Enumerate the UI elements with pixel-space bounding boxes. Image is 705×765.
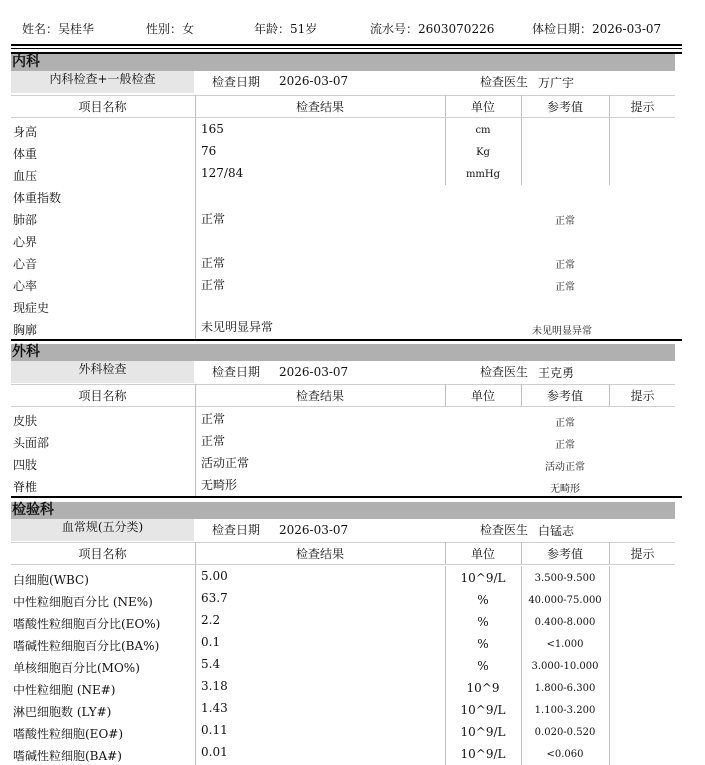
waike-col-result: 检查结果 bbox=[295, 389, 344, 403]
table-row-item: 肺部 bbox=[13, 213, 38, 227]
waike-doctor-label: 检查医生 bbox=[480, 365, 529, 379]
table-row-unit: Kg bbox=[476, 147, 490, 158]
table-row-ref: 40.000-75.000 bbox=[528, 595, 602, 606]
table-row-result: 0.01 bbox=[201, 745, 228, 759]
waike-col-hint: 提示 bbox=[630, 389, 655, 403]
table-row-item: 头面部 bbox=[13, 436, 50, 450]
table-row-item: 嗜酸性粒细胞(EO#) bbox=[13, 727, 124, 741]
table-row-item: 四肢 bbox=[13, 458, 38, 472]
table-row-item: 皮肤 bbox=[13, 414, 38, 428]
jianyan-doctor: 白锰志 bbox=[538, 524, 575, 538]
table-row-ref: 正常 bbox=[555, 418, 575, 429]
table-row-result: 5.4 bbox=[201, 657, 221, 671]
waike-doctor: 王克勇 bbox=[538, 366, 575, 380]
table-row-item: 嗜酸性粒细胞百分比(EO%) bbox=[13, 617, 161, 631]
waike-date-label: 检查日期 bbox=[212, 365, 261, 379]
table-row-result: 活动正常 bbox=[201, 456, 250, 470]
section-jianyan-title: 检验科 bbox=[11, 502, 675, 519]
table-row-ref: 无畸形 bbox=[550, 484, 580, 495]
table-row-unit: 10^9/L bbox=[460, 703, 506, 717]
patient-age: 年龄：51岁 bbox=[254, 22, 318, 36]
table-row-ref: 0.020-0.520 bbox=[534, 727, 596, 738]
header-divider-thin bbox=[11, 48, 682, 49]
neike-col-unit: 单位 bbox=[470, 100, 495, 114]
table-row-result: 3.18 bbox=[201, 679, 228, 693]
table-row-ref: 正常 bbox=[555, 440, 575, 451]
table-row-ref: <0.060 bbox=[546, 749, 584, 760]
table-row-item: 脊椎 bbox=[13, 480, 38, 494]
neike-date-label: 检查日期 bbox=[212, 75, 261, 89]
table-row-item: 心界 bbox=[13, 235, 38, 249]
table-row-unit: cm bbox=[475, 125, 491, 136]
table-row-ref: 正常 bbox=[555, 260, 575, 271]
table-row-item: 体重指数 bbox=[13, 191, 62, 205]
table-row-item: 嗜碱性粒细胞百分比(BA%) bbox=[13, 639, 160, 653]
table-row-unit: 10^9 bbox=[466, 681, 500, 695]
section-neike-title: 内科 bbox=[11, 54, 675, 71]
table-row-result: 2.2 bbox=[201, 613, 221, 627]
table-row-unit: 10^9/L bbox=[460, 747, 506, 761]
waike-col-item: 项目名称 bbox=[78, 389, 127, 403]
table-row-ref: 正常 bbox=[555, 216, 575, 227]
table-row-result: 0.11 bbox=[201, 723, 228, 737]
table-row-ref: 正常 bbox=[555, 282, 575, 293]
table-row-result: 5.00 bbox=[201, 569, 228, 583]
table-row-item: 嗜碱性粒细胞(BA#) bbox=[13, 749, 122, 763]
jianyan-subtitle: 血常规(五分类) bbox=[11, 519, 194, 541]
table-row-item: 胸廓 bbox=[13, 323, 38, 337]
patient-name: 姓名：吴桂华 bbox=[22, 22, 95, 36]
table-row-ref: 1.800-6.300 bbox=[534, 683, 596, 694]
neike-doctor: 万广宇 bbox=[538, 76, 575, 90]
table-row-item: 心率 bbox=[13, 279, 38, 293]
jianyan-doctor-label: 检查医生 bbox=[480, 523, 529, 537]
waike-col-ref: 参考值 bbox=[546, 389, 583, 403]
jianyan-date: 2026-03-07 bbox=[279, 523, 349, 537]
table-row-ref: 未见明显异常 bbox=[532, 326, 592, 337]
table-row-ref: 3.000-10.000 bbox=[531, 661, 599, 672]
neike-col-item: 项目名称 bbox=[78, 100, 127, 114]
table-row-result: 76 bbox=[201, 144, 217, 158]
waike-subtitle: 外科检查 bbox=[11, 361, 194, 383]
jianyan-col-ref: 参考值 bbox=[546, 547, 583, 561]
table-row-result: 未见明显异常 bbox=[201, 320, 274, 334]
neike-col-result: 检查结果 bbox=[295, 100, 344, 114]
patient-exam-date: 体检日期：2026-03-07 bbox=[532, 22, 662, 36]
table-row-item: 中性粒细胞百分比 (NE%) bbox=[13, 595, 153, 609]
table-row-result: 1.43 bbox=[201, 701, 228, 715]
table-row-result: 165 bbox=[201, 122, 224, 136]
patient-serial: 流水号：2603070226 bbox=[370, 22, 495, 36]
jianyan-col-result: 检查结果 bbox=[295, 547, 344, 561]
table-row-ref: 3.500-9.500 bbox=[534, 573, 596, 584]
jianyan-date-label: 检查日期 bbox=[212, 523, 261, 537]
neike-col-hint: 提示 bbox=[630, 100, 655, 114]
table-row-item: 现症史 bbox=[13, 301, 50, 315]
table-row-result: 正常 bbox=[201, 412, 226, 426]
jianyan-col-hint: 提示 bbox=[630, 547, 655, 561]
table-row-result: 正常 bbox=[201, 212, 226, 226]
jianyan-col-item: 项目名称 bbox=[78, 547, 127, 561]
table-row-result: 无畸形 bbox=[201, 478, 238, 492]
table-row-unit: % bbox=[477, 637, 489, 651]
table-row-unit: mmHg bbox=[465, 169, 501, 180]
table-row-item: 心音 bbox=[13, 257, 38, 271]
waike-col-unit: 单位 bbox=[470, 389, 495, 403]
table-row-item: 中性粒细胞 (NE#) bbox=[13, 683, 116, 697]
patient-gender: 性别：女 bbox=[146, 22, 195, 36]
table-row-ref: 0.400-8.000 bbox=[534, 617, 596, 628]
section-top-line bbox=[11, 496, 682, 498]
table-row-item: 血压 bbox=[13, 169, 38, 183]
table-row-ref: <1.000 bbox=[546, 639, 584, 650]
table-row-unit: 10^9/L bbox=[460, 571, 506, 585]
table-row-result: 正常 bbox=[201, 278, 226, 292]
table-row-item: 体重 bbox=[13, 147, 38, 161]
neike-doctor-label: 检查医生 bbox=[480, 75, 529, 89]
table-row-ref: 1.100-3.200 bbox=[534, 705, 596, 716]
waike-date: 2026-03-07 bbox=[279, 365, 349, 379]
table-row-unit: % bbox=[477, 659, 489, 673]
neike-subtitle: 内科检查+一般检查 bbox=[11, 71, 194, 93]
header-divider bbox=[11, 44, 682, 46]
section-top-line bbox=[11, 339, 682, 341]
table-row-unit: 10^9/L bbox=[460, 725, 506, 739]
neike-date: 2026-03-07 bbox=[279, 74, 349, 88]
table-row-result: 127/84 bbox=[201, 166, 244, 180]
jianyan-col-unit: 单位 bbox=[470, 547, 495, 561]
section-waike-title: 外科 bbox=[11, 344, 675, 361]
table-row-unit: % bbox=[477, 593, 489, 607]
table-row-item: 白细胞(WBC) bbox=[13, 573, 89, 587]
table-row-item: 身高 bbox=[13, 125, 38, 139]
table-row-result: 正常 bbox=[201, 256, 226, 270]
table-row-ref: 活动正常 bbox=[545, 462, 585, 473]
table-row-unit: % bbox=[477, 615, 489, 629]
table-row-result: 63.7 bbox=[201, 591, 228, 605]
table-row-item: 单核细胞百分比(MO%) bbox=[13, 661, 140, 675]
table-row-result: 正常 bbox=[201, 434, 226, 448]
table-row-item: 淋巴细胞数 (LY#) bbox=[13, 705, 112, 719]
table-row-result: 0.1 bbox=[201, 635, 221, 649]
neike-col-ref: 参考值 bbox=[546, 100, 583, 114]
